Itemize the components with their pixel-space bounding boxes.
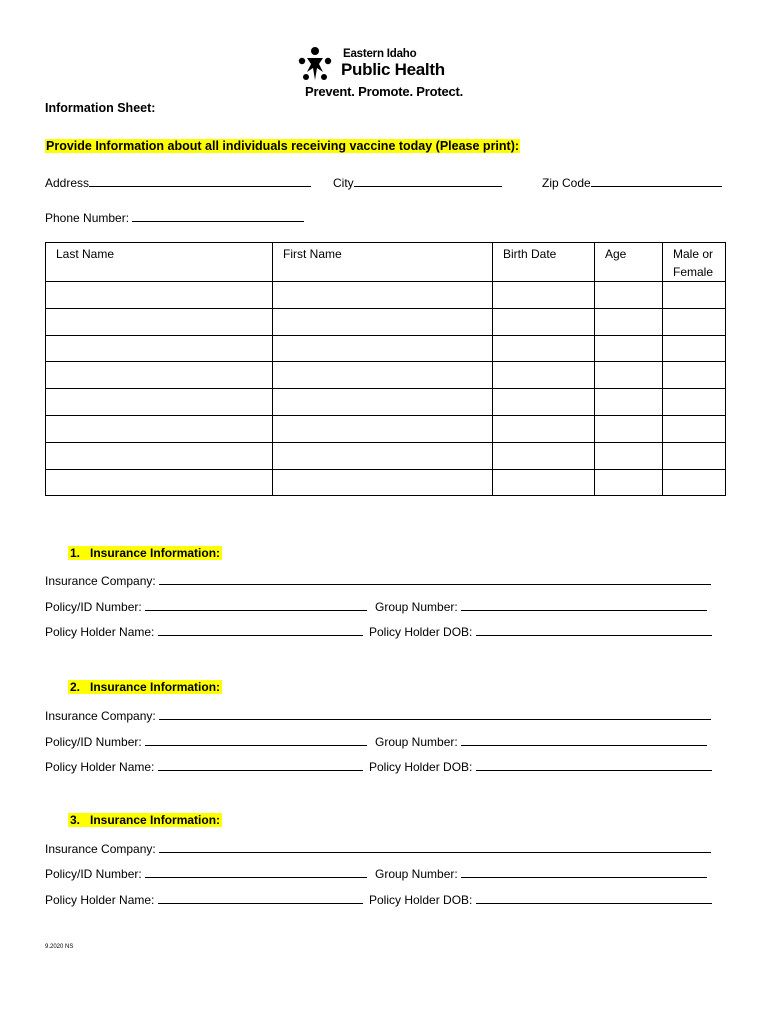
insurance-company-label: Insurance Company: [45, 842, 156, 856]
last-name-cell[interactable] [46, 469, 273, 496]
sex-cell[interactable] [663, 442, 726, 469]
insurance-company-field-3[interactable] [45, 842, 711, 856]
policy-id-blank[interactable] [145, 735, 367, 746]
policy-holder-dob-label: Policy Holder DOB: [369, 893, 473, 907]
policy-id-label: Policy/ID Number: [45, 867, 142, 881]
first-name-cell[interactable] [273, 442, 493, 469]
policy-holder-name-label: Policy Holder Name: [45, 625, 155, 639]
table-row [46, 335, 726, 362]
insurance-company-field-1[interactable] [45, 574, 711, 588]
first-name-cell[interactable] [273, 415, 493, 442]
policy-holder-dob-field-1[interactable] [369, 625, 712, 639]
birth-date-cell[interactable] [493, 362, 595, 389]
policy-id-label: Policy/ID Number: [45, 735, 142, 749]
phone-label: Phone Number: [45, 211, 130, 225]
group-number-blank[interactable] [461, 867, 707, 878]
birth-date-cell[interactable] [493, 389, 595, 416]
header-first-name: First Name [273, 243, 493, 282]
org-tagline: Prevent. Promote. Protect. [305, 84, 464, 99]
group-number-blank[interactable] [461, 735, 707, 746]
org-name-line1: Eastern Idaho [343, 48, 417, 60]
individuals-table [45, 242, 726, 496]
policy-holder-dob-blank[interactable] [476, 893, 712, 904]
table-row [46, 362, 726, 389]
organization-logo [297, 44, 477, 100]
phone-blank[interactable] [132, 211, 304, 222]
group-number-label: Group Number: [375, 600, 458, 614]
table-row [46, 469, 726, 496]
city-field[interactable] [333, 176, 502, 190]
age-cell[interactable] [595, 389, 663, 416]
insurance-heading-2 [68, 680, 222, 694]
phone-field[interactable] [45, 211, 304, 225]
last-name-cell[interactable] [46, 335, 273, 362]
insurance-title-1: Insurance Information: [90, 546, 221, 560]
insurance-company-blank[interactable] [159, 842, 711, 853]
age-cell[interactable] [595, 335, 663, 362]
policy-id-blank[interactable] [145, 867, 367, 878]
age-cell[interactable] [595, 362, 663, 389]
insurance-title-3: Insurance Information: [90, 813, 221, 827]
insurance-number-1: 1. [70, 546, 81, 560]
policy-holder-name-blank[interactable] [158, 625, 363, 636]
insurance-company-blank[interactable] [159, 709, 711, 720]
policy-holder-name-blank[interactable] [158, 893, 363, 904]
header-birth-date: Birth Date [493, 243, 595, 282]
policy-holder-dob-label: Policy Holder DOB: [369, 625, 473, 639]
page-title: Information Sheet: [45, 101, 156, 115]
table-header-row [46, 243, 726, 282]
policy-id-field-1[interactable] [45, 600, 367, 614]
document-version-code: 9.2020 NS [45, 944, 74, 950]
policy-holder-dob-field-2[interactable] [369, 760, 712, 774]
policy-holder-name-field-3[interactable] [45, 893, 363, 907]
policy-holder-name-label: Policy Holder Name: [45, 893, 155, 907]
birth-date-cell[interactable] [493, 469, 595, 496]
age-cell[interactable] [595, 442, 663, 469]
sex-cell[interactable] [663, 415, 726, 442]
table-row [46, 442, 726, 469]
policy-holder-name-field-1[interactable] [45, 625, 363, 639]
group-number-label: Group Number: [375, 867, 458, 881]
insurance-company-label: Insurance Company: [45, 574, 156, 588]
sex-cell[interactable] [663, 308, 726, 335]
policy-holder-name-label: Policy Holder Name: [45, 760, 155, 774]
group-number-field-1[interactable] [375, 600, 707, 614]
instruction-text: Provide Information about all individuals receiving vaccine today (Please print): [46, 139, 520, 153]
sex-cell[interactable] [663, 469, 726, 496]
policy-id-field-3[interactable] [45, 867, 367, 881]
sex-cell[interactable] [663, 389, 726, 416]
address-field[interactable] [45, 176, 311, 190]
insurance-number-2: 2. [70, 680, 81, 694]
header-sex: Male or Female [663, 243, 726, 282]
insurance-heading-3 [68, 813, 222, 827]
last-name-cell[interactable] [46, 362, 273, 389]
public-health-logo-icon [297, 46, 333, 84]
org-name-line2: Public Health [341, 60, 445, 79]
address-blank[interactable] [89, 176, 311, 187]
address-label: Address [45, 176, 90, 190]
insurance-company-blank[interactable] [159, 574, 711, 585]
group-number-field-2[interactable] [375, 735, 707, 749]
birth-date-cell[interactable] [493, 415, 595, 442]
insurance-company-field-2[interactable] [45, 709, 711, 723]
policy-holder-dob-label: Policy Holder DOB: [369, 760, 473, 774]
last-name-cell[interactable] [46, 282, 273, 309]
city-blank[interactable] [354, 176, 502, 187]
birth-date-cell[interactable] [493, 308, 595, 335]
policy-holder-dob-blank[interactable] [476, 625, 712, 636]
insurance-company-label: Insurance Company: [45, 709, 156, 723]
policy-holder-dob-field-3[interactable] [369, 893, 712, 907]
table-row [46, 415, 726, 442]
table-row [46, 282, 726, 309]
sex-cell[interactable] [663, 282, 726, 309]
zip-blank[interactable] [591, 176, 722, 187]
table-row [46, 389, 726, 416]
table-row [46, 308, 726, 335]
policy-holder-name-field-2[interactable] [45, 760, 363, 774]
first-name-cell[interactable] [273, 362, 493, 389]
group-number-blank[interactable] [461, 600, 707, 611]
age-cell[interactable] [595, 469, 663, 496]
zip-label: Zip Code [542, 176, 591, 190]
birth-date-cell[interactable] [493, 282, 595, 309]
age-cell[interactable] [595, 282, 663, 309]
sex-cell[interactable] [663, 362, 726, 389]
age-cell[interactable] [595, 415, 663, 442]
sex-cell[interactable] [663, 335, 726, 362]
first-name-cell[interactable] [273, 282, 493, 309]
first-name-cell[interactable] [273, 389, 493, 416]
first-name-cell[interactable] [273, 308, 493, 335]
group-number-field-3[interactable] [375, 867, 707, 881]
policy-id-field-2[interactable] [45, 735, 367, 749]
header-last-name: Last Name [46, 243, 273, 282]
last-name-cell[interactable] [46, 389, 273, 416]
age-cell[interactable] [595, 308, 663, 335]
first-name-cell[interactable] [273, 335, 493, 362]
birth-date-cell[interactable] [493, 335, 595, 362]
policy-id-label: Policy/ID Number: [45, 600, 142, 614]
policy-holder-name-blank[interactable] [158, 760, 363, 771]
policy-id-blank[interactable] [145, 600, 367, 611]
zip-field[interactable] [542, 176, 722, 190]
last-name-cell[interactable] [46, 308, 273, 335]
insurance-number-3: 3. [70, 813, 81, 827]
last-name-cell[interactable] [46, 442, 273, 469]
policy-holder-dob-blank[interactable] [476, 760, 712, 771]
insurance-title-2: Insurance Information: [90, 680, 221, 694]
city-label: City [333, 176, 354, 190]
header-age: Age [595, 243, 663, 282]
group-number-label: Group Number: [375, 735, 458, 749]
last-name-cell[interactable] [46, 415, 273, 442]
first-name-cell[interactable] [273, 469, 493, 496]
insurance-heading-1 [68, 546, 222, 560]
birth-date-cell[interactable] [493, 442, 595, 469]
